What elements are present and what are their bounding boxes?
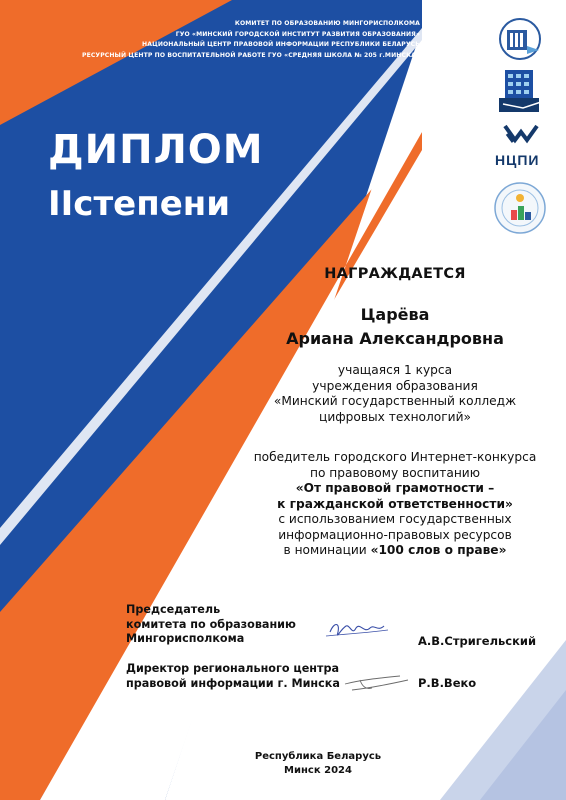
footer-city-year: Минск 2024 [284, 765, 352, 776]
director-name: Р.В.Веко [418, 676, 477, 690]
nomination-line [250, 543, 540, 559]
recipient-given-names: Ариана Александровна [286, 329, 504, 348]
nomination-title: «100 слов о праве» [370, 543, 507, 557]
chair-title [126, 603, 296, 647]
organizer-line: РЕСУРСНЫЙ ЦЕНТР ПО ВОСПИТАТЕЛЬНОЙ РАБОТЕ ГУО «СРЕДНЯЯ ШКОЛА № 205 г.МИНСКА» [82, 51, 420, 59]
organizer-line: ГУО «МИНСКИЙ ГОРОДСКОЙ ИНСТИТУТ РАЗВИТИЯ ОБРАЗОВАНИЯ» [175, 30, 420, 38]
director-signature [345, 676, 408, 690]
director-title-line: правовой информации г. Минска [126, 676, 340, 690]
recipient-surname: Царёва [360, 305, 430, 324]
school-emblem-icon [493, 178, 547, 238]
recipient-name [250, 303, 540, 351]
achievement-line: с использованием государственных [278, 512, 512, 526]
issue-place [200, 750, 436, 778]
chair-title-line: комитета по образованию [126, 617, 296, 631]
achievement-line: информационно-правовых ресурсов [278, 527, 512, 542]
chair-name: А.В.Стригельский [418, 634, 537, 648]
diploma-degree: IIстепени [48, 184, 231, 224]
director-title [126, 662, 340, 691]
director-title-line: Директор регионального центра [126, 662, 340, 675]
building-logo-icon [493, 68, 547, 116]
footer-country: Республика Беларусь [254, 751, 382, 762]
achievement-line: по правовому воспитанию [310, 465, 480, 480]
ncpi-logo-icon [493, 120, 547, 152]
details-line: учащаяся 1 курса [337, 363, 453, 377]
details-line: учреждения образования [312, 378, 478, 393]
contest-title-line: «От правовой грамотности – [295, 481, 495, 495]
chair-title-line: Председатель [126, 603, 221, 616]
achievement-line: победитель городского Интернет-конкурса [253, 450, 537, 464]
institute-logo-icon [493, 16, 547, 62]
awarded-heading: НАГРАЖДАЕТСЯ [324, 266, 466, 282]
organizer-line: НАЦИОНАЛЬНЫЙ ЦЕНТР ПРАВОВОЙ ИНФОРМАЦИИ РЕСПУБЛИКИ БЕЛАРУСЬ [142, 41, 420, 48]
details-line: цифровых технологий» [319, 409, 471, 424]
ncpi-logo-text: НЦПИ [495, 152, 540, 168]
diploma-title: ДИПЛОМ [48, 127, 264, 173]
chair-title-line: Мингорисполкома [126, 632, 245, 645]
organizers-header [40, 19, 420, 61]
nomination-prefix: в номинации [283, 543, 367, 557]
recipient-details [250, 363, 540, 425]
contest-title-line: к гражданской ответственности» [277, 496, 513, 511]
details-line: «Минский государственный колледж [273, 394, 517, 408]
achievement-text [250, 450, 540, 559]
organizer-line: КОМИТЕТ ПО ОБРАЗОВАНИЮ МИНГОРИСПОЛКОМА [234, 20, 420, 27]
